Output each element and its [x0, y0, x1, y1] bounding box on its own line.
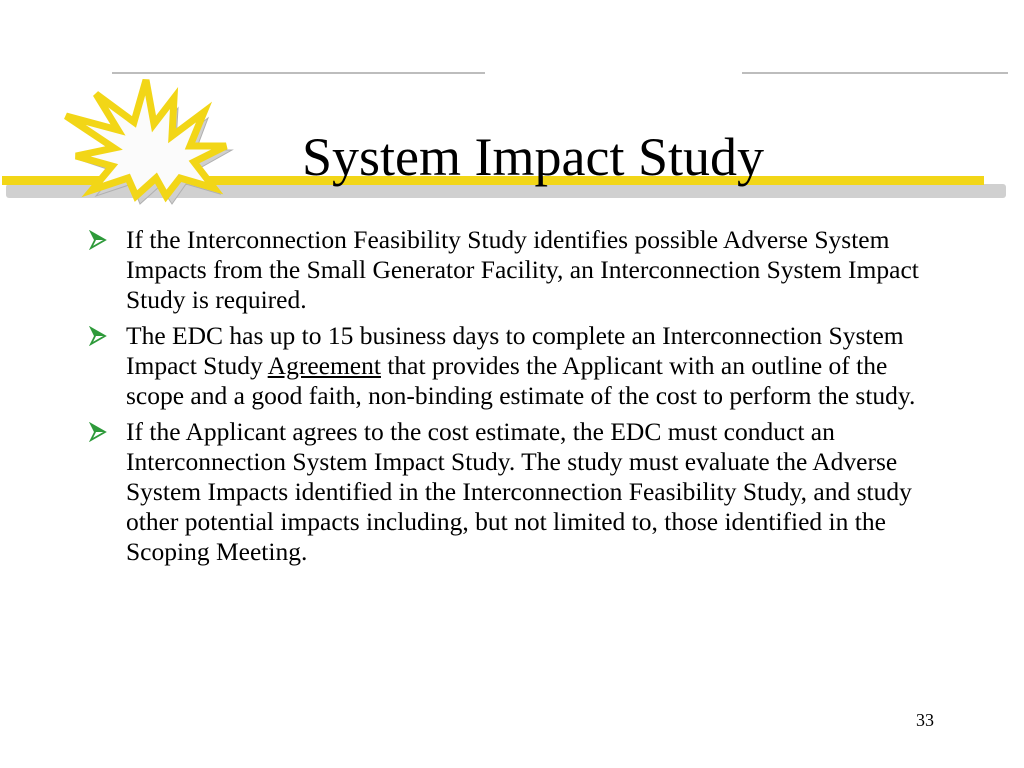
page-number: 33 — [916, 710, 934, 730]
arrow-bullet-icon — [88, 422, 108, 442]
agreement-underlined-text: Agreement — [267, 351, 381, 380]
bullet-item — [88, 417, 948, 567]
bullet-list — [88, 225, 948, 573]
slide-title: System Impact Study — [302, 127, 764, 187]
bullet-text — [126, 321, 915, 410]
bullet-text-after: that provides the Applicant with an outline of the scope and a good faith, non-binding estimate of the cost to perform the study. — [126, 351, 916, 410]
arrow-bullet-icon — [88, 326, 108, 346]
bullet-text-before: The EDC has up to 15 business days to complete an Interconnection System Impact Study — [126, 321, 904, 380]
bullet-text: If the Applicant agrees to the cost estimate, the EDC must conduct an Interconnection System Impact Study. The study must evaluate the Adverse System Impacts identified in the Interconnection Feasibility Study, and study other potential impacts including, but not limited to, those identified in the Scoping Meeting. — [126, 417, 912, 566]
bullet-text: If the Interconnection Feasibility Study identifies possible Adverse System Impacts from the Small Generator Facility, an Interconnection System Impact Study is required. — [126, 225, 919, 314]
bullet-item — [88, 321, 948, 411]
arrow-bullet-icon — [88, 230, 108, 250]
bullet-item — [88, 225, 948, 315]
